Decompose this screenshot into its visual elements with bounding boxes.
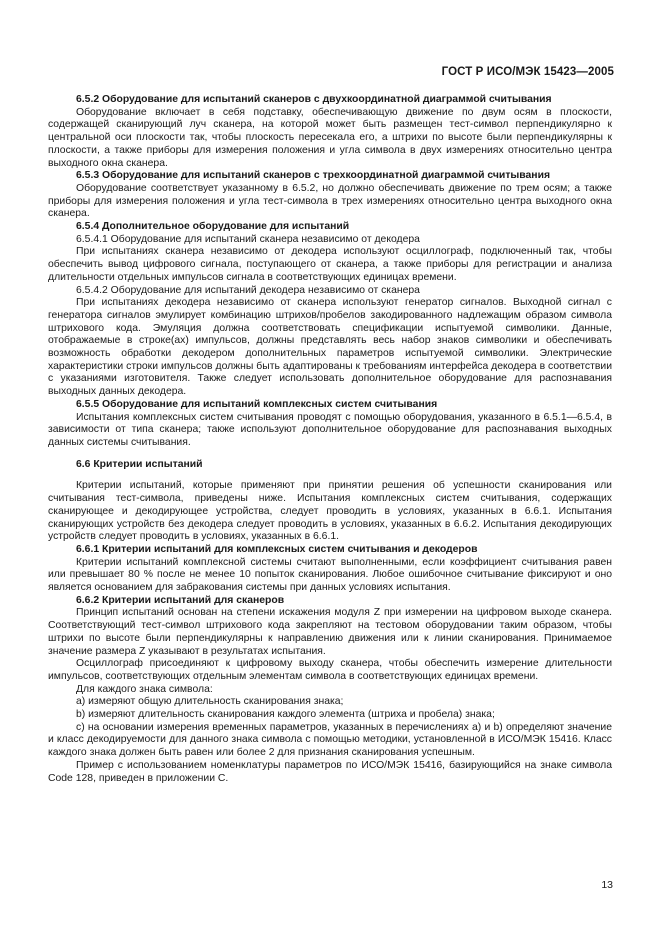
body-paragraph: b) измеряют длительность сканирования каждого элемента (штриха и пробела) знака; bbox=[76, 709, 495, 721]
body-paragraph: Пример с использованием номенклатуры параметров по ИСО/МЭК 15416, базирующийся на знаке символа Code 128, приведен в приложении С. bbox=[48, 759, 612, 784]
body-paragraph: Испытания комплексных систем считывания проводят с помощью оборудования, указанного в 6.5.1—6.5.4, в зависимости от типа сканера; также используют дополнительное оборудование для распознавания выходных данных системы считывания. bbox=[48, 411, 612, 448]
body-paragraph: 6.5.4.1 Оборудование для испытаний сканера независимо от декодера bbox=[76, 233, 420, 245]
body-paragraph: Оборудование включает в себя подставку, обеспечивающую движение по двум осям в плоскости, содержащей сканирующий луч сканера, на которой может быть размещен тест-символ перпендикулярно к центральной оси плоскости так, чтобы плоскость пересекала его, а штрихи по высоте были перпендикулярны к плоскости, а также приборы для измерения положения и угла символа в двух измерениях относительно центра выходного окна сканера. bbox=[48, 106, 612, 169]
document-body bbox=[48, 94, 612, 785]
body-paragraph: При испытаниях декодера независимо от сканера используют генератор сигналов. Выходной сигнал с генератора сигналов эмулирует комбинацию штрихов/пробелов закодированного надлежащим образом символа штрихового кода. Эмуляция должна соответствовать спецификации испытуемой символики. Данные, отображаемые в строке(ах) импульсов, должны представлять весь набор знаков символики и обеспечивать возможность обработки декодером дополнительных параметров испытуемой символики. Электрические характеристики строки импульсов должны быть адаптированы к требованиям интерфейса декодера в соответствии с указаниями изготовителя. Также следует использовать дополнительное оборудование для распознавания выходных данных декодера. bbox=[48, 297, 612, 398]
section-heading: 6.5.5 Оборудование для испытаний комплексных систем считывания bbox=[76, 398, 438, 410]
section-heading: 6.5.4 Дополнительное оборудование для испытаний bbox=[76, 221, 350, 233]
body-paragraph: Для каждого знака символа: bbox=[76, 683, 213, 695]
section-heading: 6.6 Критерии испытаний bbox=[76, 458, 203, 470]
body-paragraph: Критерии испытаний, которые применяют при принятии решения об успешности сканирования или считывания тест-символа, приведены ниже. Испытания комплексных систем считывания, содержащих сканирующее и декодирующее устройства, следует проводить в условиях, указанных в 6.6.1. Испытания сканирующих устройств без декодера следует проводить в условиях, указанных в 6.6.2. Испытания декодирующих устройств следует проводить в условиях, указанных в 6.6.1. bbox=[48, 480, 612, 543]
body-paragraph: Оборудование соответствует указанному в 6.5.2, но должно обеспечивать движение по трем осям; а также приборы для измерения положения и угла тест-символа в трех измерениях относительно центра выходного окна сканера. bbox=[48, 182, 612, 220]
body-paragraph: а) измеряют общую длительность сканирования знака; bbox=[76, 696, 344, 708]
body-paragraph: Критерии испытаний комплексной системы считают выполненными, если коэффициент считывания равен или превышает 80 % после не менее 10 попыток сканирования. Любое ошибочное считывание фиксируют и оно является основанием для забракования системы при данных условиях испытания. bbox=[48, 556, 612, 594]
section-heading: 6.5.3 Оборудование для испытаний сканеров с трехкоординатной диаграммой считывания bbox=[76, 170, 551, 182]
body-paragraph: 6.5.4.2 Оборудование для испытаний декодера независимо от сканера bbox=[76, 284, 420, 296]
body-paragraph: Принцип испытаний основан на степени искажения модуля Z при измерении на цифровом выходе сканера. Соответствующий тест-символ штрихового кода закрепляют на тестовом оборудовании таким образом, чтобы штрихи по высоте были перпендикулярны к направлению движения или к линии сканирования. Принимаемое значение размера Z указывают в результатах испытания. bbox=[48, 607, 612, 657]
body-paragraph: Осциллограф присоединяют к цифровому выходу сканера, чтобы обеспечить измерение длительности импульсов, соответствующих отдельным элементам символа в соответствующих единицах времени. bbox=[48, 658, 612, 682]
body-paragraph: При испытаниях сканера независимо от декодера используют осциллограф, подключенный так, чтобы обеспечить вывод цифрового сигнала, поступающего от сканера, а также приборы для регистрации и анализа длительности отдельных импульсов сигнала в соответствующих единицах времени. bbox=[48, 246, 612, 283]
page-number: 13 bbox=[601, 879, 613, 891]
body-paragraph: с) на основании измерения временных параметров, указанных в перечислениях а) и b) определяют значение и класс декодируемости для данного знака символа с помощью методики, установленной в ИСО/МЭК 15416. Класс каждого знака должен быть равен или более 2 для признания сканирования успешным. bbox=[48, 721, 612, 759]
document-header: ГОСТ Р ИСО/МЭК 15423—2005 bbox=[441, 66, 614, 78]
section-gap bbox=[48, 450, 612, 459]
section-heading: 6.6.1 Критерии испытаний для комплексных систем считывания и декодеров bbox=[76, 543, 478, 555]
section-heading: 6.6.2 Критерии испытаний для сканеров bbox=[76, 594, 285, 606]
section-heading: 6.5.2 Оборудование для испытаний сканеров с двухкоординатной диаграммой считывания bbox=[76, 94, 552, 105]
